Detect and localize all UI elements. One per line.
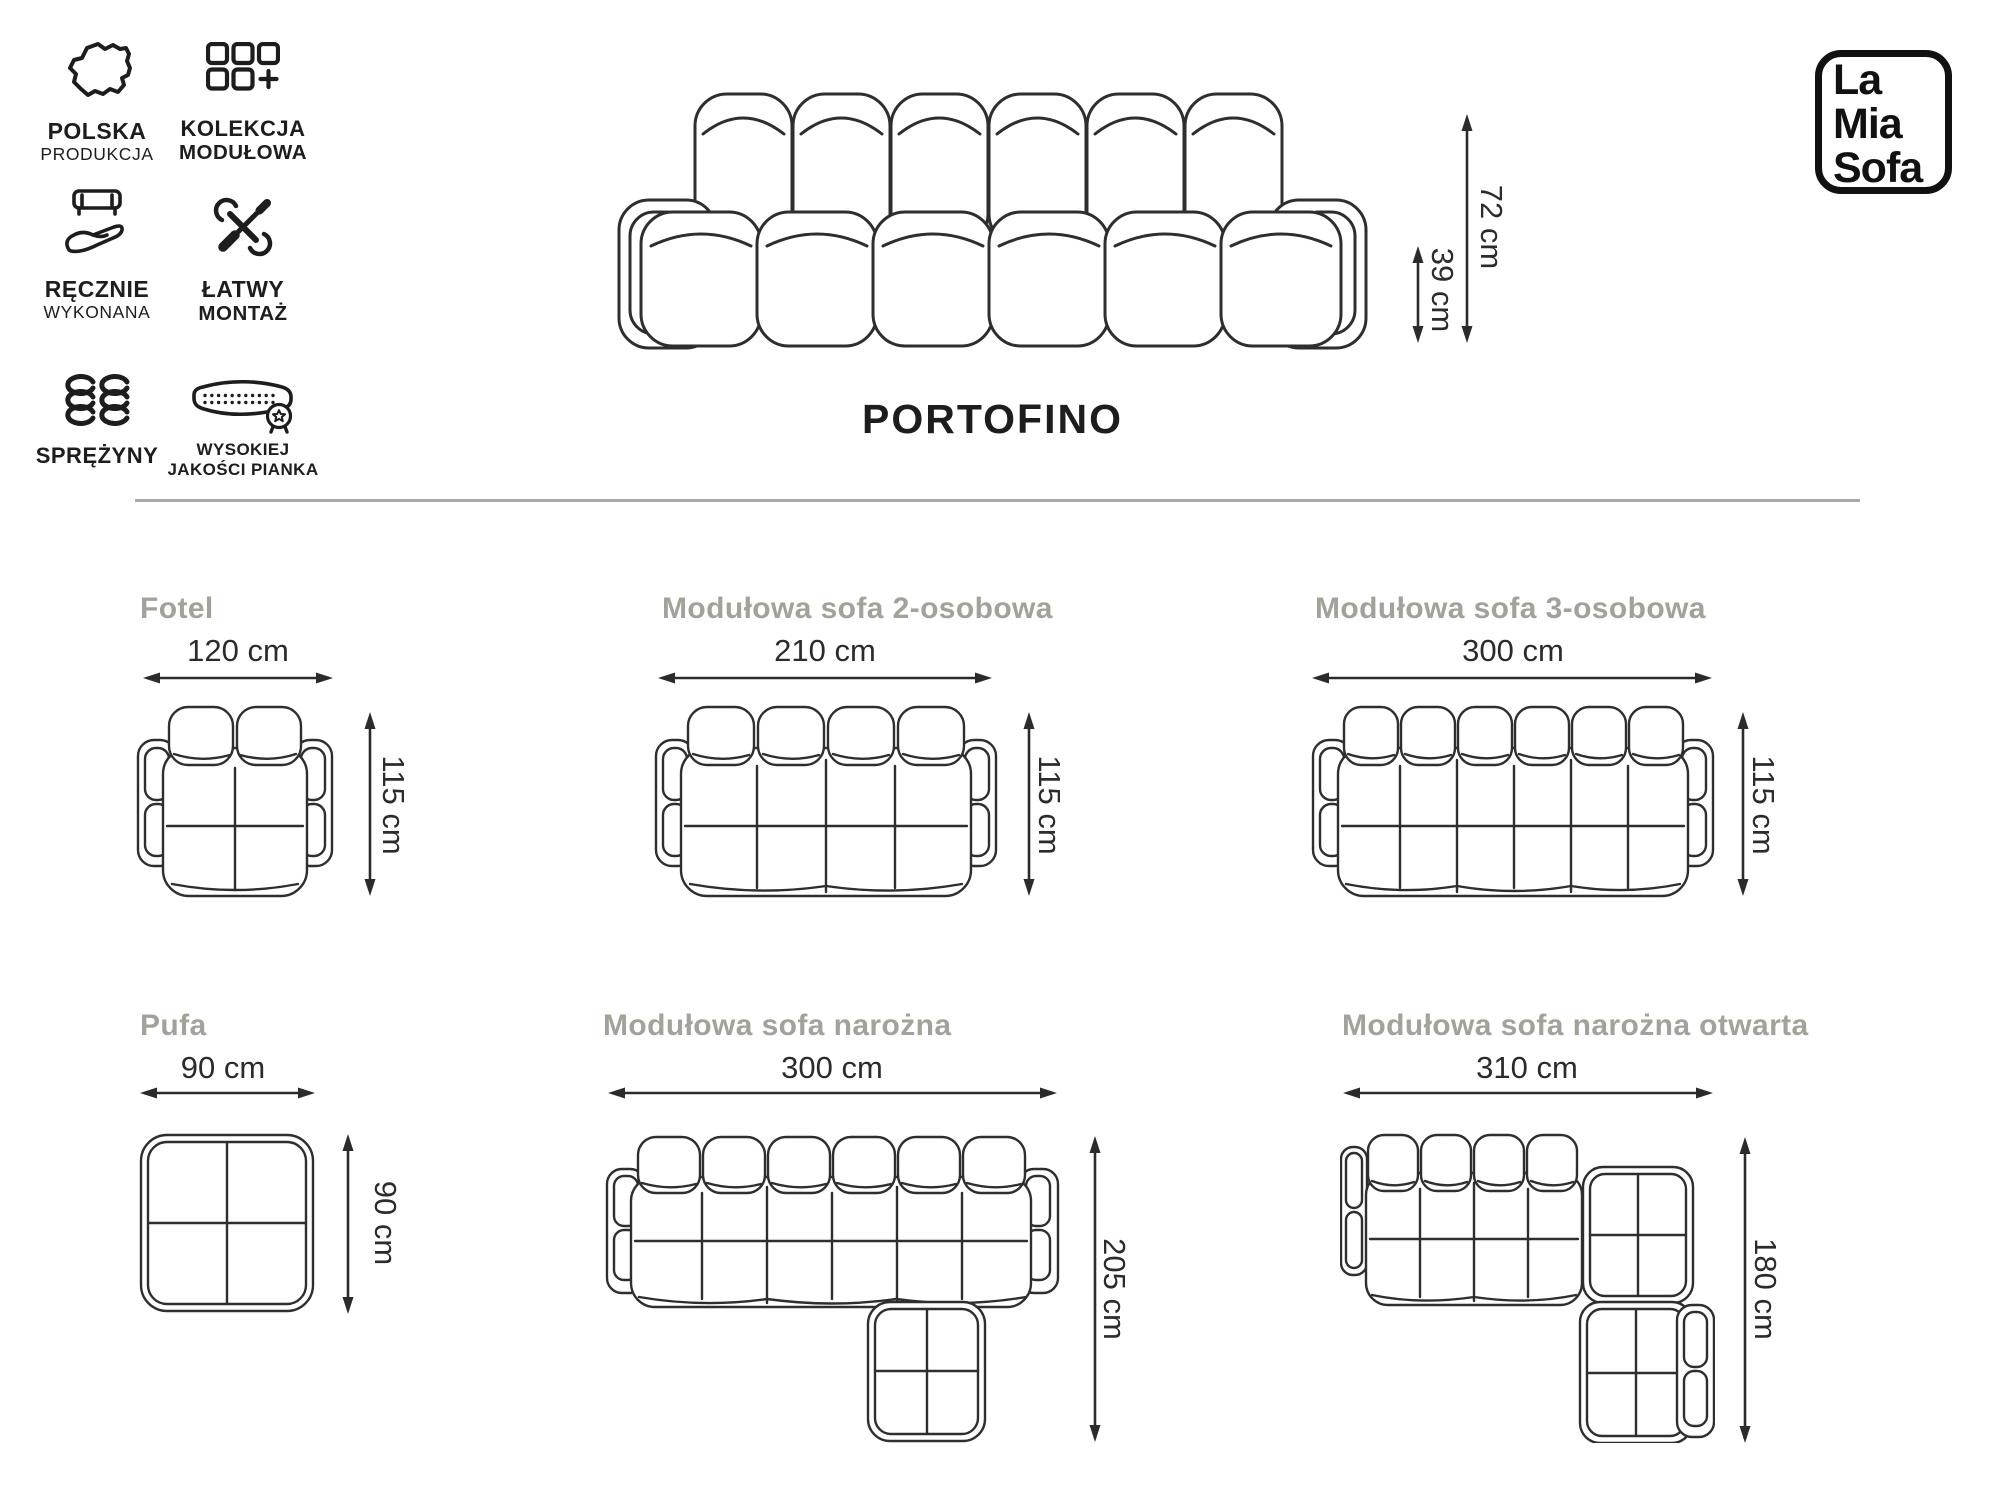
fotel-width-label: 120 cm	[187, 633, 289, 668]
feature-recznie-wykonana	[20, 184, 174, 323]
diagram-title-sofa3: Modułowa sofa 3-osobowa	[1315, 592, 1706, 625]
feature-label: POLSKA	[47, 118, 147, 144]
fotel-depth-label: 115 cm	[376, 755, 411, 855]
sofa3-top-view-drawing	[1311, 702, 1715, 902]
sofa2-top-view-drawing	[654, 702, 998, 902]
sofa2-width-label: 210 cm	[774, 633, 876, 668]
sofa-front-view-drawing	[617, 88, 1368, 352]
narozna-depth-label: 205 cm	[1097, 1238, 1132, 1340]
feature-label: RĘCZNIE	[44, 276, 150, 302]
pufa-top-view-drawing	[139, 1133, 315, 1313]
pufa-width-label: 90 cm	[180, 1050, 266, 1085]
feature-latwy-montaz	[166, 186, 320, 326]
feature-label: PRODUKCJA	[40, 144, 154, 164]
pufa-width-arrow	[140, 1084, 315, 1102]
seat-height-label: 39 cm	[1425, 247, 1460, 333]
narozna-width-arrow	[608, 1084, 1057, 1102]
feature-kolekcja-modulowa	[166, 38, 320, 165]
diagram-title-narozna: Modułowa sofa narożna	[603, 1009, 952, 1042]
sofa3-depth-label: 115 cm	[1746, 755, 1781, 855]
fotel-width-arrow	[143, 669, 333, 687]
section-divider	[135, 499, 1860, 502]
sofa3-width-arrow	[1312, 669, 1712, 687]
diagram-title-fotel: Fotel	[140, 592, 214, 625]
narozna-otwarta-top-view-drawing	[1340, 1133, 1715, 1443]
narozna-otwarta-width-arrow	[1343, 1084, 1713, 1102]
product-name: PORTOFINO	[862, 396, 1123, 442]
handmade-sofa-icon	[61, 184, 133, 262]
feature-polska-produkcja	[20, 36, 174, 165]
feature-label: ŁATWY	[201, 276, 285, 302]
narozna-top-view-drawing	[605, 1133, 1060, 1443]
feature-wysokiej-jakosci-pianka	[156, 376, 330, 480]
high-quality-foam-icon	[190, 376, 296, 436]
springs-icon	[62, 372, 132, 432]
easy-assembly-tools-icon	[208, 186, 278, 262]
diagram-title-narozna-otwarta: Modułowa sofa narożna otwarta	[1342, 1009, 1809, 1042]
sofa2-width-arrow	[658, 669, 992, 687]
feature-label: JAKOŚCI PIANKA	[167, 460, 319, 479]
sofa2-depth-label: 115 cm	[1032, 755, 1067, 855]
la-mia-sofa-logo	[1815, 50, 1952, 194]
logo-line: La	[1833, 56, 1882, 104]
poland-map-icon	[62, 36, 132, 104]
logo-line: Mia	[1833, 100, 1902, 148]
pufa-depth-arrow	[339, 1134, 357, 1314]
logo-line: Sofa	[1833, 144, 1923, 192]
narozna-width-label: 300 cm	[781, 1050, 883, 1085]
feature-label: KOLEKCJA	[180, 116, 306, 141]
sofa3-width-label: 300 cm	[1462, 633, 1564, 668]
feature-sprezyny	[20, 372, 174, 468]
modular-collection-icon	[206, 38, 280, 104]
diagram-title-sofa2: Modułowa sofa 2-osobowa	[662, 592, 1053, 625]
feature-label: WYKONANA	[43, 302, 151, 322]
narozna-otwarta-width-label: 310 cm	[1476, 1050, 1578, 1085]
fotel-top-view-drawing	[136, 702, 334, 902]
feature-label: SPRĘŻYNY	[35, 443, 159, 468]
narozna-otwarta-depth-label: 180 cm	[1748, 1238, 1783, 1340]
feature-label: WYSOKIEJ	[196, 440, 290, 459]
feature-label: MONTAŻ	[198, 302, 288, 325]
diagram-title-pufa: Pufa	[140, 1009, 207, 1042]
feature-label: MODUŁOWA	[178, 141, 308, 164]
total-height-label: 72 cm	[1474, 184, 1509, 270]
pufa-depth-label: 90 cm	[368, 1180, 403, 1266]
